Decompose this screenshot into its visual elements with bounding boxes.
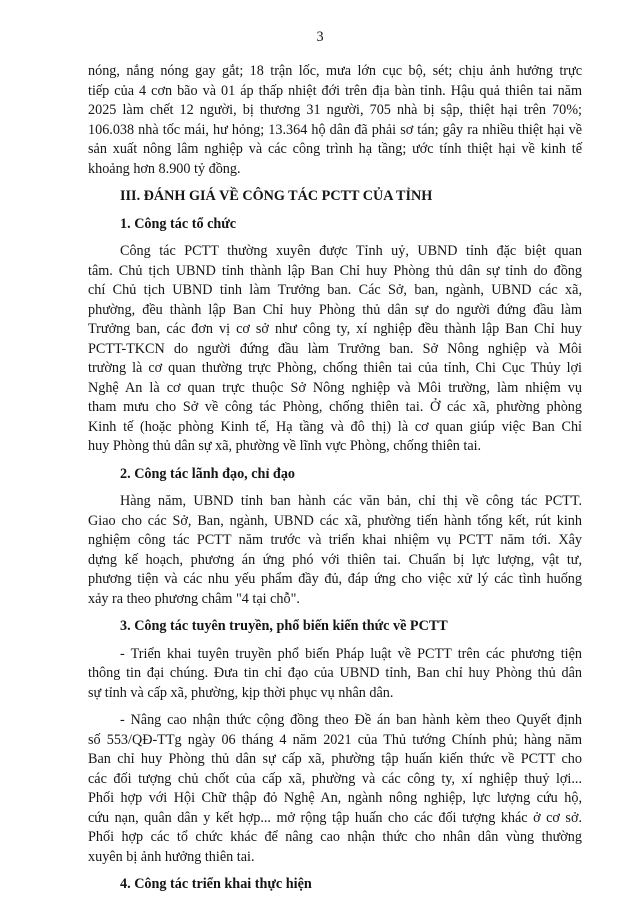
paragraph-line: huy Phòng thủ dân sự xã, phường về lĩnh vực Phòng, chống thiên tai. xyxy=(88,438,482,454)
paragraph xyxy=(88,242,582,457)
intro-paragraph xyxy=(88,62,582,179)
paragraph-line: tiếp của 4 cơn bão và 01 áp thấp nhiệt đới trên địa bàn tỉnh. Hậu quả thiên tai năm xyxy=(88,82,582,99)
subsection-heading: 3. Công tác tuyên truyền, phổ biến kiến thức về PCTT xyxy=(120,618,448,634)
paragraph-line: xảy ra theo phương châm "4 tại chỗ". xyxy=(88,590,300,607)
paragraph-line: 106.038 nhà tốc mái, hư hỏng; 13.364 hộ dân đã phải sơ tán; gây ra nhiều thiệt hại về xyxy=(88,121,582,138)
paragraph-line: tham mưu cho Sở về công tác Phòng, chống thiên tai. Ở các xã, phường phòng xyxy=(88,399,582,415)
paragraph-line: phương tiện và các nhu yếu phẩm đầy đủ, đáp ứng cho việc xử lý các tình huống xyxy=(88,571,582,587)
paragraph-line: Trưởng ban, các đơn vị cơ sở như công ty, xí nghiệp đều thành lập Ban Chỉ huy xyxy=(88,321,582,337)
paragraph-line: số 553/QĐ-TTg ngày 06 tháng 4 năm 2021 của Thủ tướng Chính phủ; hàng năm xyxy=(88,731,582,748)
paragraph-line: Công tác PCTT thường xuyên được Tỉnh uỷ, UBND tỉnh đặc biệt quan xyxy=(120,243,582,259)
paragraph-line: phường, đều thành lập Ban Chỉ huy Phòng thủ dân sự do người đứng đầu làm xyxy=(88,301,582,318)
paragraph-line: xuyên bị ảnh hưởng thiên tai. xyxy=(88,848,255,865)
paragraph-line: khoảng hơn 8.900 tỷ đồng. xyxy=(88,160,241,177)
paragraph xyxy=(88,711,582,867)
paragraph-line: Hàng năm, UBND tỉnh ban hành các văn bản, chỉ thị về công tác PCTT. xyxy=(120,493,582,509)
paragraph-line: 2025 làm chết 12 người, bị thương 31 người, 705 nhà bị sập, thiệt hại trên 70%; xyxy=(88,102,582,118)
paragraph-line: Kinh tế (hoặc phòng Kinh tế, Hạ tầng và đô thị) là cơ quan giúp việc Ban Chỉ xyxy=(88,418,582,435)
paragraph-line: cứu nạn, quân dân y kết hợp... mở rộng tập huấn cho các đối tượng khác ở cơ sở. xyxy=(88,809,582,826)
paragraph-line: chí Chủ tịch UBND tỉnh làm Trưởng ban. Các Sở, ban, ngành, UBND các xã, xyxy=(88,282,582,298)
paragraph-line: Nghệ An là cơ quan trực thuộc Sở Nông nghiệp và Môi trường, làm nhiệm vụ xyxy=(88,379,582,396)
subsection-heading: 2. Công tác lãnh đạo, chỉ đạo xyxy=(120,465,296,482)
paragraph xyxy=(88,645,582,704)
paragraph-line: nóng, nắng nóng gay gắt; 18 trận lốc, mưa lớn cục bộ, sét; chịu ảnh hưởng trực xyxy=(88,63,582,79)
paragraph-line: các đối tượng chủ chốt của cấp xã, phường và các công ty, xí nghiệp thuỷ lợi... xyxy=(88,770,582,787)
paragraph-line: thông tin đại chúng. Đưa tin chỉ đạo của UBND tỉnh, Ban chỉ huy Phòng thủ dân xyxy=(88,665,582,681)
paragraph xyxy=(88,492,582,609)
section-heading: III. ĐÁNH GIÁ VỀ CÔNG TÁC PCTT CỦA TỈNH xyxy=(120,188,433,204)
paragraph-line: dựng kế hoạch, phương án ứng phó với thiên tai. Chuẩn bị lực lượng, vật tư, xyxy=(88,551,582,568)
paragraph-line: trường là cơ quan thường trực Phòng, chống thiên tai của tỉnh, Chi Cục Thủy lợi xyxy=(88,360,582,376)
paragraph-line: sự tỉnh và cấp xã, phường, kịp thời phục vụ nhân dân. xyxy=(88,684,394,701)
page-number: 3 xyxy=(316,29,324,45)
paragraph-line: Phối hợp với Hội Chữ thập đỏ Nghệ An, ngành nông nghiệp, lực lượng cứu hộ, xyxy=(88,790,582,806)
paragraph-line: Giao cho các Sở, Ban, ngành, UBND các xã, phường tiến hành tổng kết, rút kinh xyxy=(88,512,582,529)
paragraph-line: PCTT-TKCN do người đứng đầu làm Trưởng ban. Sở Nông nghiệp và Môi xyxy=(88,340,582,357)
paragraph-line: Phối hợp các tổ chức khác để nâng cao nhận thức cho nhân dân vùng thường xyxy=(88,829,582,845)
page-content xyxy=(88,62,582,895)
paragraph-line: Ban chỉ huy Phòng thủ dân sự cấp xã, phường tập huấn kiến thức về PCTT cho xyxy=(88,751,582,767)
subsection-heading: 1. Công tác tổ chức xyxy=(120,215,237,232)
subsection-heading: 4. Công tác triển khai thực hiện xyxy=(120,876,312,892)
paragraph-line: - Nâng cao nhận thức cộng đồng theo Đề án ban hành kèm theo Quyết định xyxy=(120,712,582,728)
paragraph-line: tâm. Chủ tịch UBND tỉnh thành lập Ban Chỉ huy Phòng thủ dân sự tỉnh do đồng xyxy=(88,262,582,279)
paragraph-line: - Triển khai tuyên truyền phổ biến Pháp luật về PCTT trên các phương tiện xyxy=(120,645,582,662)
paragraph-line: nghiệm công tác PCTT năm trước và triển khai nhiệm vụ PCTT năm tới. Xây xyxy=(88,532,582,548)
paragraph-line: sản xuất nông lâm nghiệp và các công trình hạ tầng; ước tính thiệt hại về kinh tế xyxy=(88,141,582,157)
